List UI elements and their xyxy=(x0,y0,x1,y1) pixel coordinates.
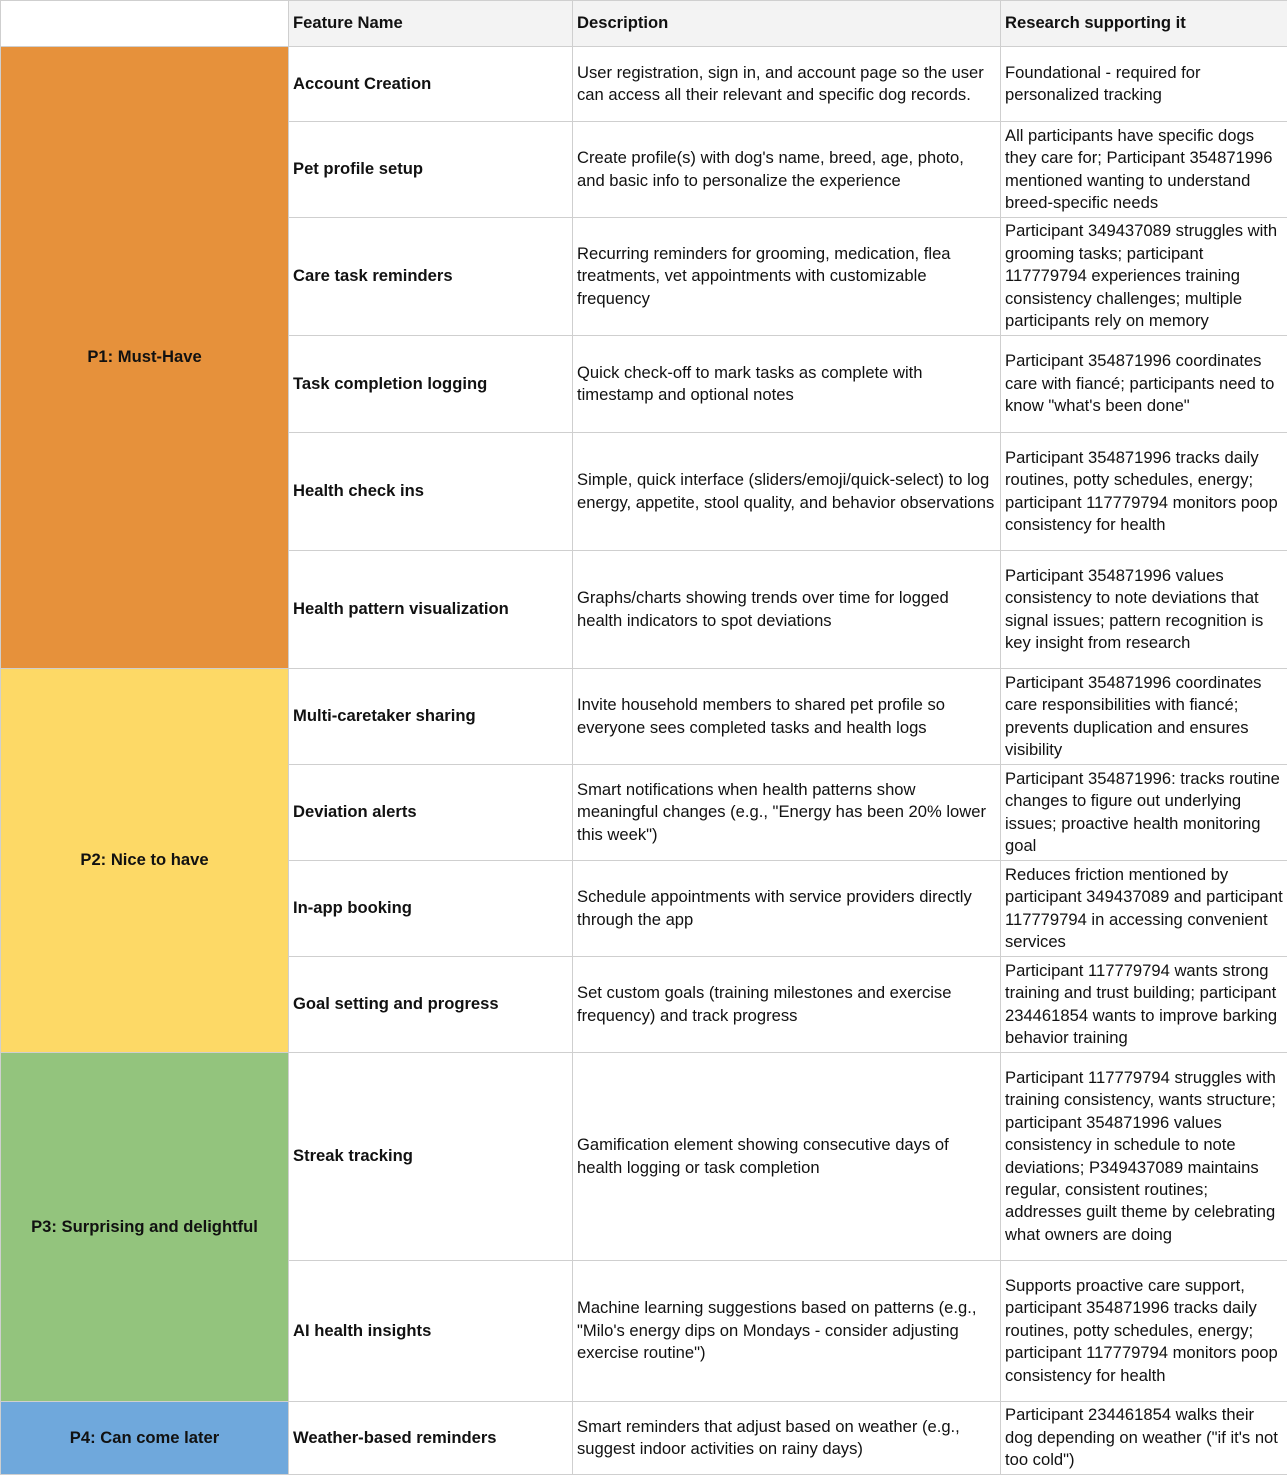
description-cell[interactable]: User registration, sign in, and account page so the user can access all their relevant and specific dog records. xyxy=(573,47,1001,122)
research-cell[interactable]: Participant 354871996 values consistency to note deviations that signal issues; pattern recognition is key insight from research xyxy=(1001,551,1287,669)
research-cell[interactable]: Foundational - required for personalized tracking xyxy=(1001,47,1287,122)
research-cell[interactable]: Participant 117779794 wants strong training and trust building; participant 234461854 wants to improve barking behavior training xyxy=(1001,957,1287,1053)
feature-name-cell[interactable]: Account Creation xyxy=(289,47,573,122)
research-cell[interactable]: Supports proactive care support, participant 354871996 tracks daily routines, potty schedules, energy; participant 117779794 monitors poop consistency for health xyxy=(1001,1261,1287,1402)
description-cell[interactable]: Create profile(s) with dog's name, breed, age, photo, and basic info to personalize the experience xyxy=(573,122,1001,218)
research-cell[interactable]: Participant 234461854 walks their dog depending on weather ("if it's not too cold") xyxy=(1001,1402,1287,1475)
header-row xyxy=(1,1,1287,47)
feature-name-cell[interactable]: In-app booking xyxy=(289,861,573,957)
feature-name-cell[interactable]: AI health insights xyxy=(289,1261,573,1402)
header-feature-name[interactable]: Feature Name xyxy=(289,1,573,47)
research-cell[interactable]: Participant 354871996 tracks daily routines, potty schedules, energy; participant 117779794 monitors poop consistency for health xyxy=(1001,433,1287,551)
priority-cell-p4[interactable]: P4: Can come later xyxy=(1,1402,289,1475)
description-cell[interactable]: Quick check-off to mark tasks as complete with timestamp and optional notes xyxy=(573,336,1001,433)
research-cell[interactable]: Participant 349437089 struggles with grooming tasks; participant 117779794 experiences training consistency challenges; multiple participants rely on memory xyxy=(1001,218,1287,336)
priority-cell-p2[interactable]: P2: Nice to have xyxy=(1,669,289,1053)
feature-name-cell[interactable]: Multi-caretaker sharing xyxy=(289,669,573,765)
description-cell[interactable]: Graphs/charts showing trends over time for logged health indicators to spot deviations xyxy=(573,551,1001,669)
description-cell[interactable]: Recurring reminders for grooming, medication, flea treatments, vet appointments with customizable frequency xyxy=(573,218,1001,336)
description-cell[interactable]: Invite household members to shared pet profile so everyone sees completed tasks and health logs xyxy=(573,669,1001,765)
header-corner-cell[interactable] xyxy=(1,1,289,47)
feature-name-cell[interactable]: Deviation alerts xyxy=(289,765,573,861)
research-cell[interactable]: Reduces friction mentioned by participant 349437089 and participant 117779794 in accessing convenient services xyxy=(1001,861,1287,957)
feature-name-cell[interactable]: Health check ins xyxy=(289,433,573,551)
header-description[interactable]: Description xyxy=(573,1,1001,47)
table-row xyxy=(1,1402,1287,1475)
description-cell[interactable]: Gamification element showing consecutive days of health logging or task completion xyxy=(573,1053,1001,1261)
feature-name-cell[interactable]: Streak tracking xyxy=(289,1053,573,1261)
table-row xyxy=(1,669,1287,765)
table-row xyxy=(1,1053,1287,1261)
feature-name-cell[interactable]: Care task reminders xyxy=(289,218,573,336)
research-cell[interactable]: Participant 117779794 struggles with training consistency, wants structure; participant 354871996 values consistency in schedule to note deviations; P349437089 maintains regular, consistent routines; addresses guilt theme by celebrating what owners are doing xyxy=(1001,1053,1287,1261)
feature-name-cell[interactable]: Task completion logging xyxy=(289,336,573,433)
priority-cell-p1[interactable]: P1: Must-Have xyxy=(1,47,289,669)
description-cell[interactable]: Simple, quick interface (sliders/emoji/quick-select) to log energy, appetite, stool quality, and behavior observations xyxy=(573,433,1001,551)
feature-name-cell[interactable]: Goal setting and progress xyxy=(289,957,573,1053)
description-cell[interactable]: Schedule appointments with service providers directly through the app xyxy=(573,861,1001,957)
feature-name-cell[interactable]: Health pattern visualization xyxy=(289,551,573,669)
feature-name-cell[interactable]: Weather-based reminders xyxy=(289,1402,573,1475)
description-cell[interactable]: Set custom goals (training milestones and exercise frequency) and track progress xyxy=(573,957,1001,1053)
research-cell[interactable]: Participant 354871996: tracks routine changes to figure out underlying issues; proactive health monitoring goal xyxy=(1001,765,1287,861)
research-cell[interactable]: Participant 354871996 coordinates care responsibilities with fiancé; prevents duplication and ensures visibility xyxy=(1001,669,1287,765)
research-cell[interactable]: All participants have specific dogs they care for; Participant 354871996 mentioned wanting to understand breed-specific needs xyxy=(1001,122,1287,218)
research-cell[interactable]: Participant 354871996 coordinates care with fiancé; participants need to know "what's been done" xyxy=(1001,336,1287,433)
header-research[interactable]: Research supporting it xyxy=(1001,1,1287,47)
feature-name-cell[interactable]: Pet profile setup xyxy=(289,122,573,218)
description-cell[interactable]: Smart reminders that adjust based on weather (e.g., suggest indoor activities on rainy days) xyxy=(573,1402,1001,1475)
table-row xyxy=(1,47,1287,122)
priority-cell-p3[interactable]: P3: Surprising and delightful xyxy=(1,1053,289,1402)
description-cell[interactable]: Machine learning suggestions based on patterns (e.g., "Milo's energy dips on Mondays - consider adjusting exercise routine") xyxy=(573,1261,1001,1402)
description-cell[interactable]: Smart notifications when health patterns show meaningful changes (e.g., "Energy has been 20% lower this week") xyxy=(573,765,1001,861)
